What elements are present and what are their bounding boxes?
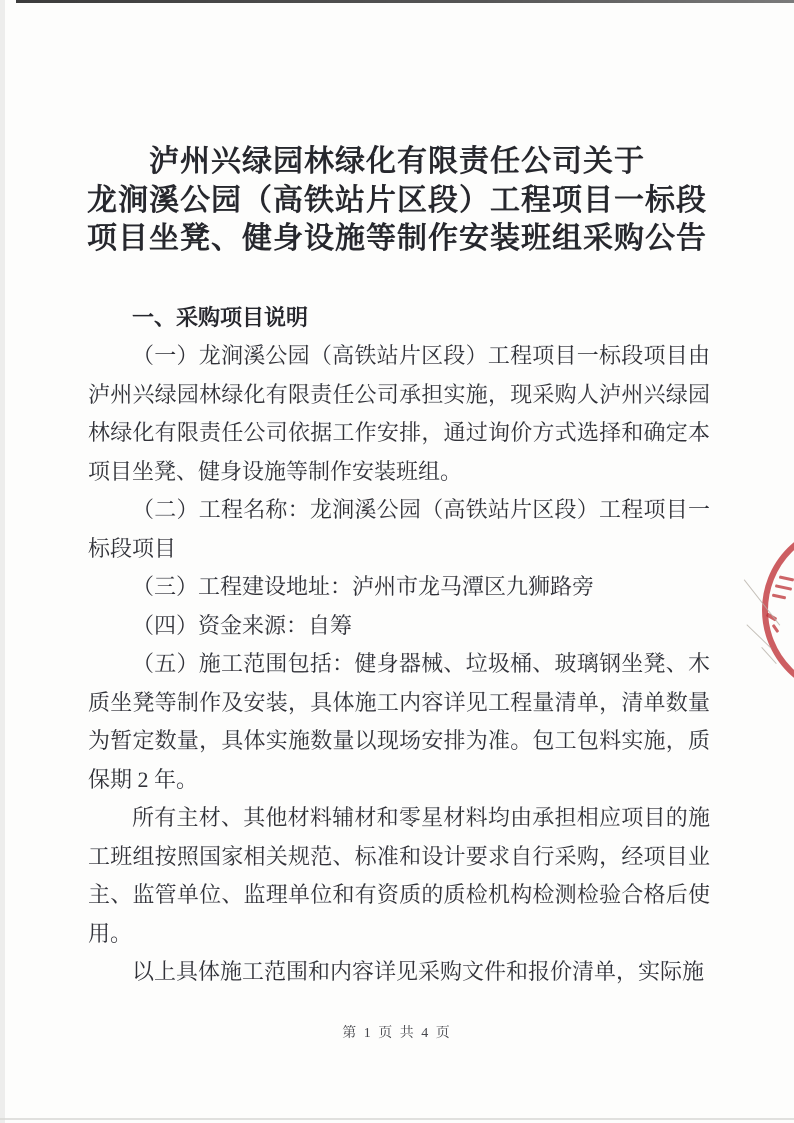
document-title-line-1: 泸州兴绿园林绿化有限责任公司关于 bbox=[149, 145, 645, 178]
scan-edge-bottom bbox=[0, 1118, 794, 1120]
paragraph-6: 所有主材、其他材料辅材和零星材料均由承担相应项目的施工班组按照国家相关规范、标准和设计要求自行采购，经项目业主、监管单位、监理单位和有资质的质检机构检测检验合格后使用。 bbox=[88, 805, 710, 946]
paragraph-4: （四）资金来源：自筹 bbox=[132, 612, 353, 638]
paragraph-3: （三）工程建设地址：泸州市龙马潭区九狮路旁 bbox=[132, 574, 595, 599]
scan-edge-top bbox=[16, 0, 794, 3]
document-body bbox=[88, 299, 710, 992]
document-title-line-3: 项目坐凳、健身设施等制作安装班组采购公告 bbox=[87, 222, 707, 255]
paragraph-1: （一）龙涧溪公园（高铁站片区段）工程项目一标段项目由泸州兴绿园林绿化有限责任公司承担实施，现采购人泸州兴绿园林绿化有限责任公司依据工作安排，通过询价方式选择和确定本项目坐凳、健身设施等制作安装班组。 bbox=[88, 343, 710, 484]
scan-edge-left bbox=[0, 0, 5, 1123]
document-title-line-2: 龙涧溪公园（高铁站片区段）工程项目一标段 bbox=[87, 183, 707, 217]
paragraph-7: 以上具体施工范围和内容详见采购文件和报价清单，实际施 bbox=[132, 959, 705, 984]
page-number: 第 1 页 共 4 页 bbox=[342, 1026, 452, 1041]
document-title bbox=[36, 143, 758, 259]
section-heading: 一、采购项目说明 bbox=[132, 304, 309, 330]
paragraph-5: （五）施工范围包括：健身器械、垃圾桶、玻璃钢坐凳、木质坐凳等制作及安装，具体施工内容详见工程量清单，清单数量为暂定数量，具体实施数量以现场安排为准。包工包料实施，质保期 2 年。 bbox=[88, 651, 710, 792]
paragraph-2: （二）工程名称：龙涧溪公园（高铁站片区段）工程项目一标段项目 bbox=[88, 497, 710, 561]
